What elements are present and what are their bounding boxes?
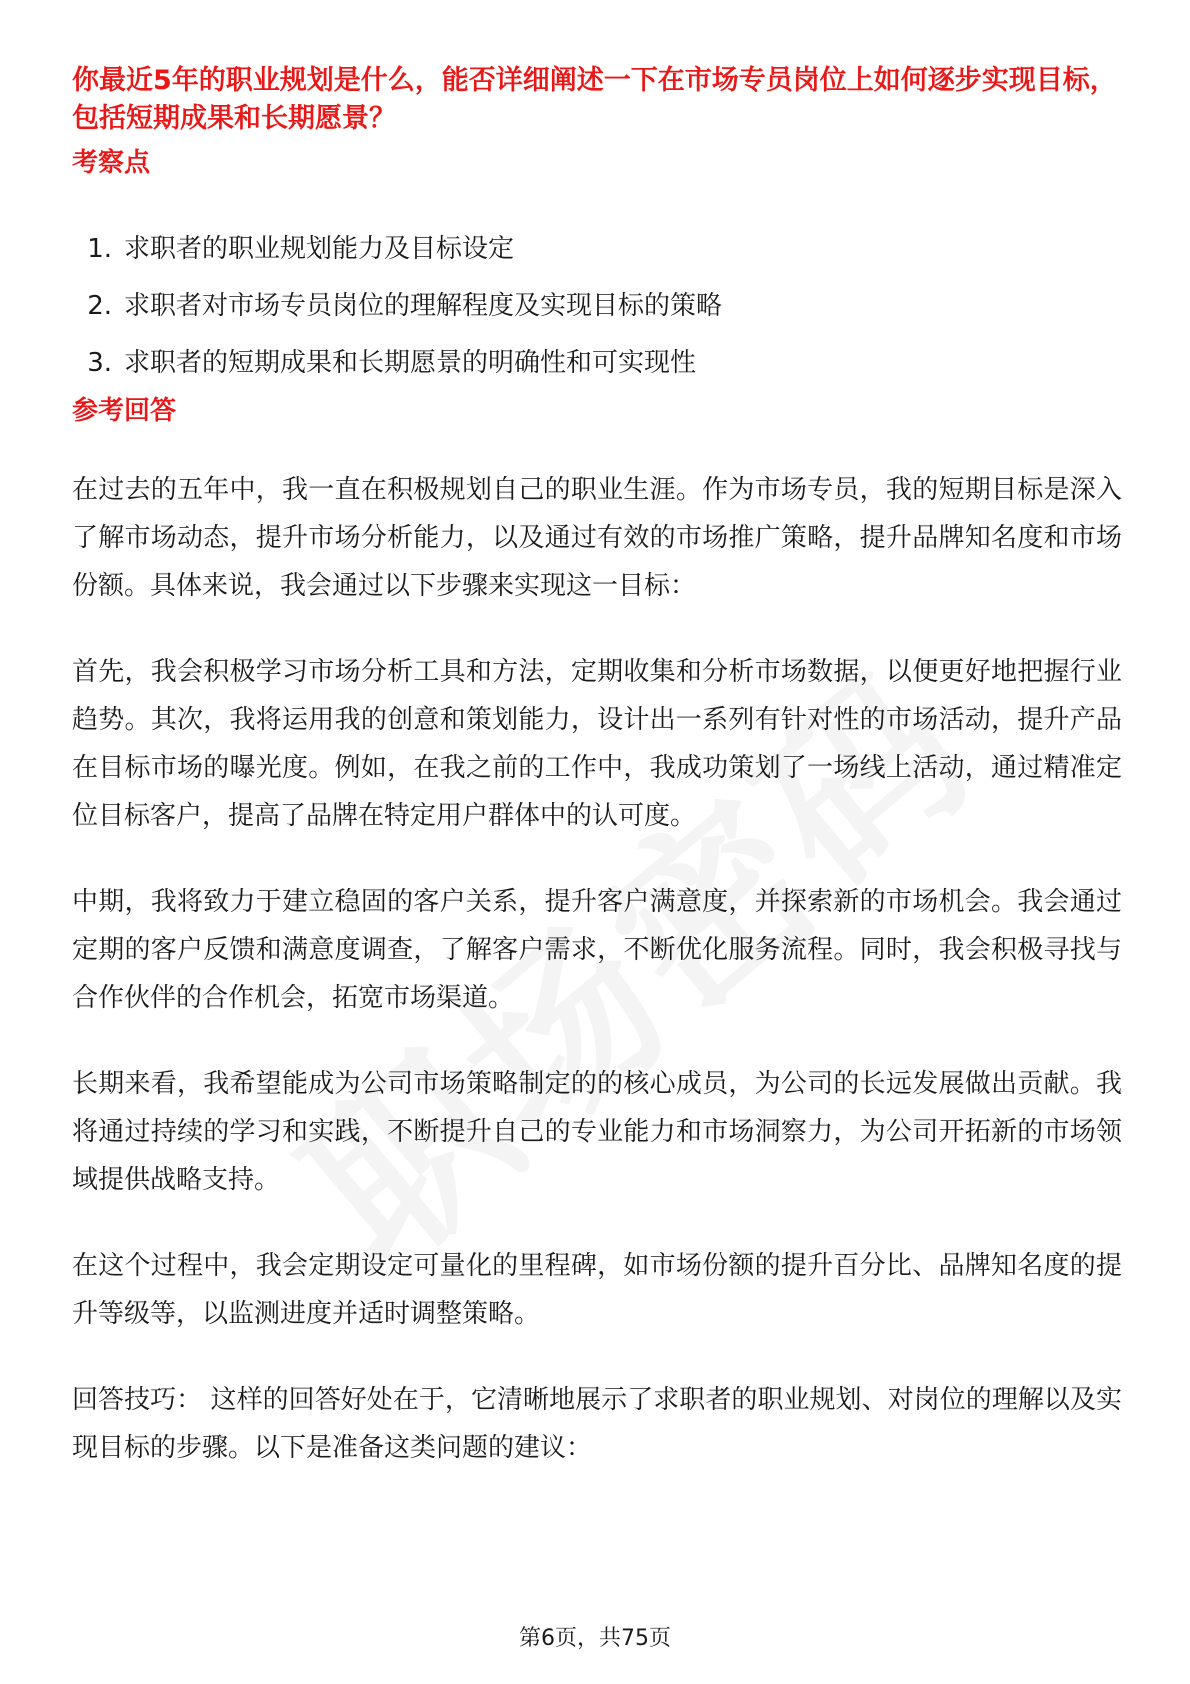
answer-paragraph: 在这个过程中，我会定期设定可量化的里程碑，如市场份额的提升百分比、品牌知名度的提升等级等，以监测进度并适时调整策略。 [72,1251,1122,1329]
list-item [72,346,1122,403]
list-item-number: 1. [87,234,112,264]
question-title: 你最近5年的职业规划是什么，能否详细阐述一下在市场专员岗位上如何逐步实现目标，包括短期成果和长期愿景？ [72,65,1117,134]
answer-paragraph: 中期，我将致力于建立稳固的客户关系，提升客户满意度，并探索新的市场机会。我会通过定期的客户反馈和满意度调查，了解客户需求，不断优化服务流程。同时，我会积极寻找与合作伙伴的合作机会，拓宽市场渠道。 [72,887,1122,1013]
reference-answer-heading: 参考回答 [72,396,177,426]
list-item [72,232,1122,289]
list-item-text: 求职者的职业规划能力及目标设定 [124,234,515,264]
page-number-footer: 第6页，共75页 [519,1626,671,1651]
answer-tips-paragraph: 回答技巧： 这样的回答好处在于，它清晰地展示了求职者的职业规划、对岗位的理解以及实现目标的步骤。以下是准备这类问题的建议： [72,1385,1122,1463]
list-item [72,289,1122,346]
list-item-text: 求职者对市场专员岗位的理解程度及实现目标的策略 [124,291,723,321]
answer-paragraph: 首先，我会积极学习市场分析工具和方法，定期收集和分析市场数据，以便更好地把握行业趋势。其次，我将运用我的创意和策划能力，设计出一系列有针对性的市场活动，提升产品在目标市场的曝光度。例如，在我之前的工作中，我成功策划了一场线上活动，通过精准定位目标客户，提高了品牌在特定用户群体中的认可度。 [72,657,1122,831]
answer-paragraph: 长期来看，我希望能成为公司市场策略制定的的核心成员，为公司的长远发展做出贡献。我将通过持续的学习和实践，不断提升自己的专业能力和市场洞察力，为公司开拓新的市场领域提供战略支持。 [72,1069,1122,1195]
answer-paragraph: 在过去的五年中，我一直在积极规划自己的职业生涯。作为市场专员，我的短期目标是深入了解市场动态，提升市场分析能力，以及通过有效的市场推广策略，提升品牌知名度和市场份额。具体来说，我会通过以下步骤来实现这一目标： [72,475,1122,601]
list-item-text: 求职者的短期成果和长期愿景的明确性和可实现性 [124,348,697,378]
reference-answer-body [72,466,1122,1510]
examination-points-list [72,232,1122,403]
list-item-number: 3. [87,348,112,378]
list-item-number: 2. [87,291,112,321]
examination-points-heading: 考察点 [72,148,151,178]
